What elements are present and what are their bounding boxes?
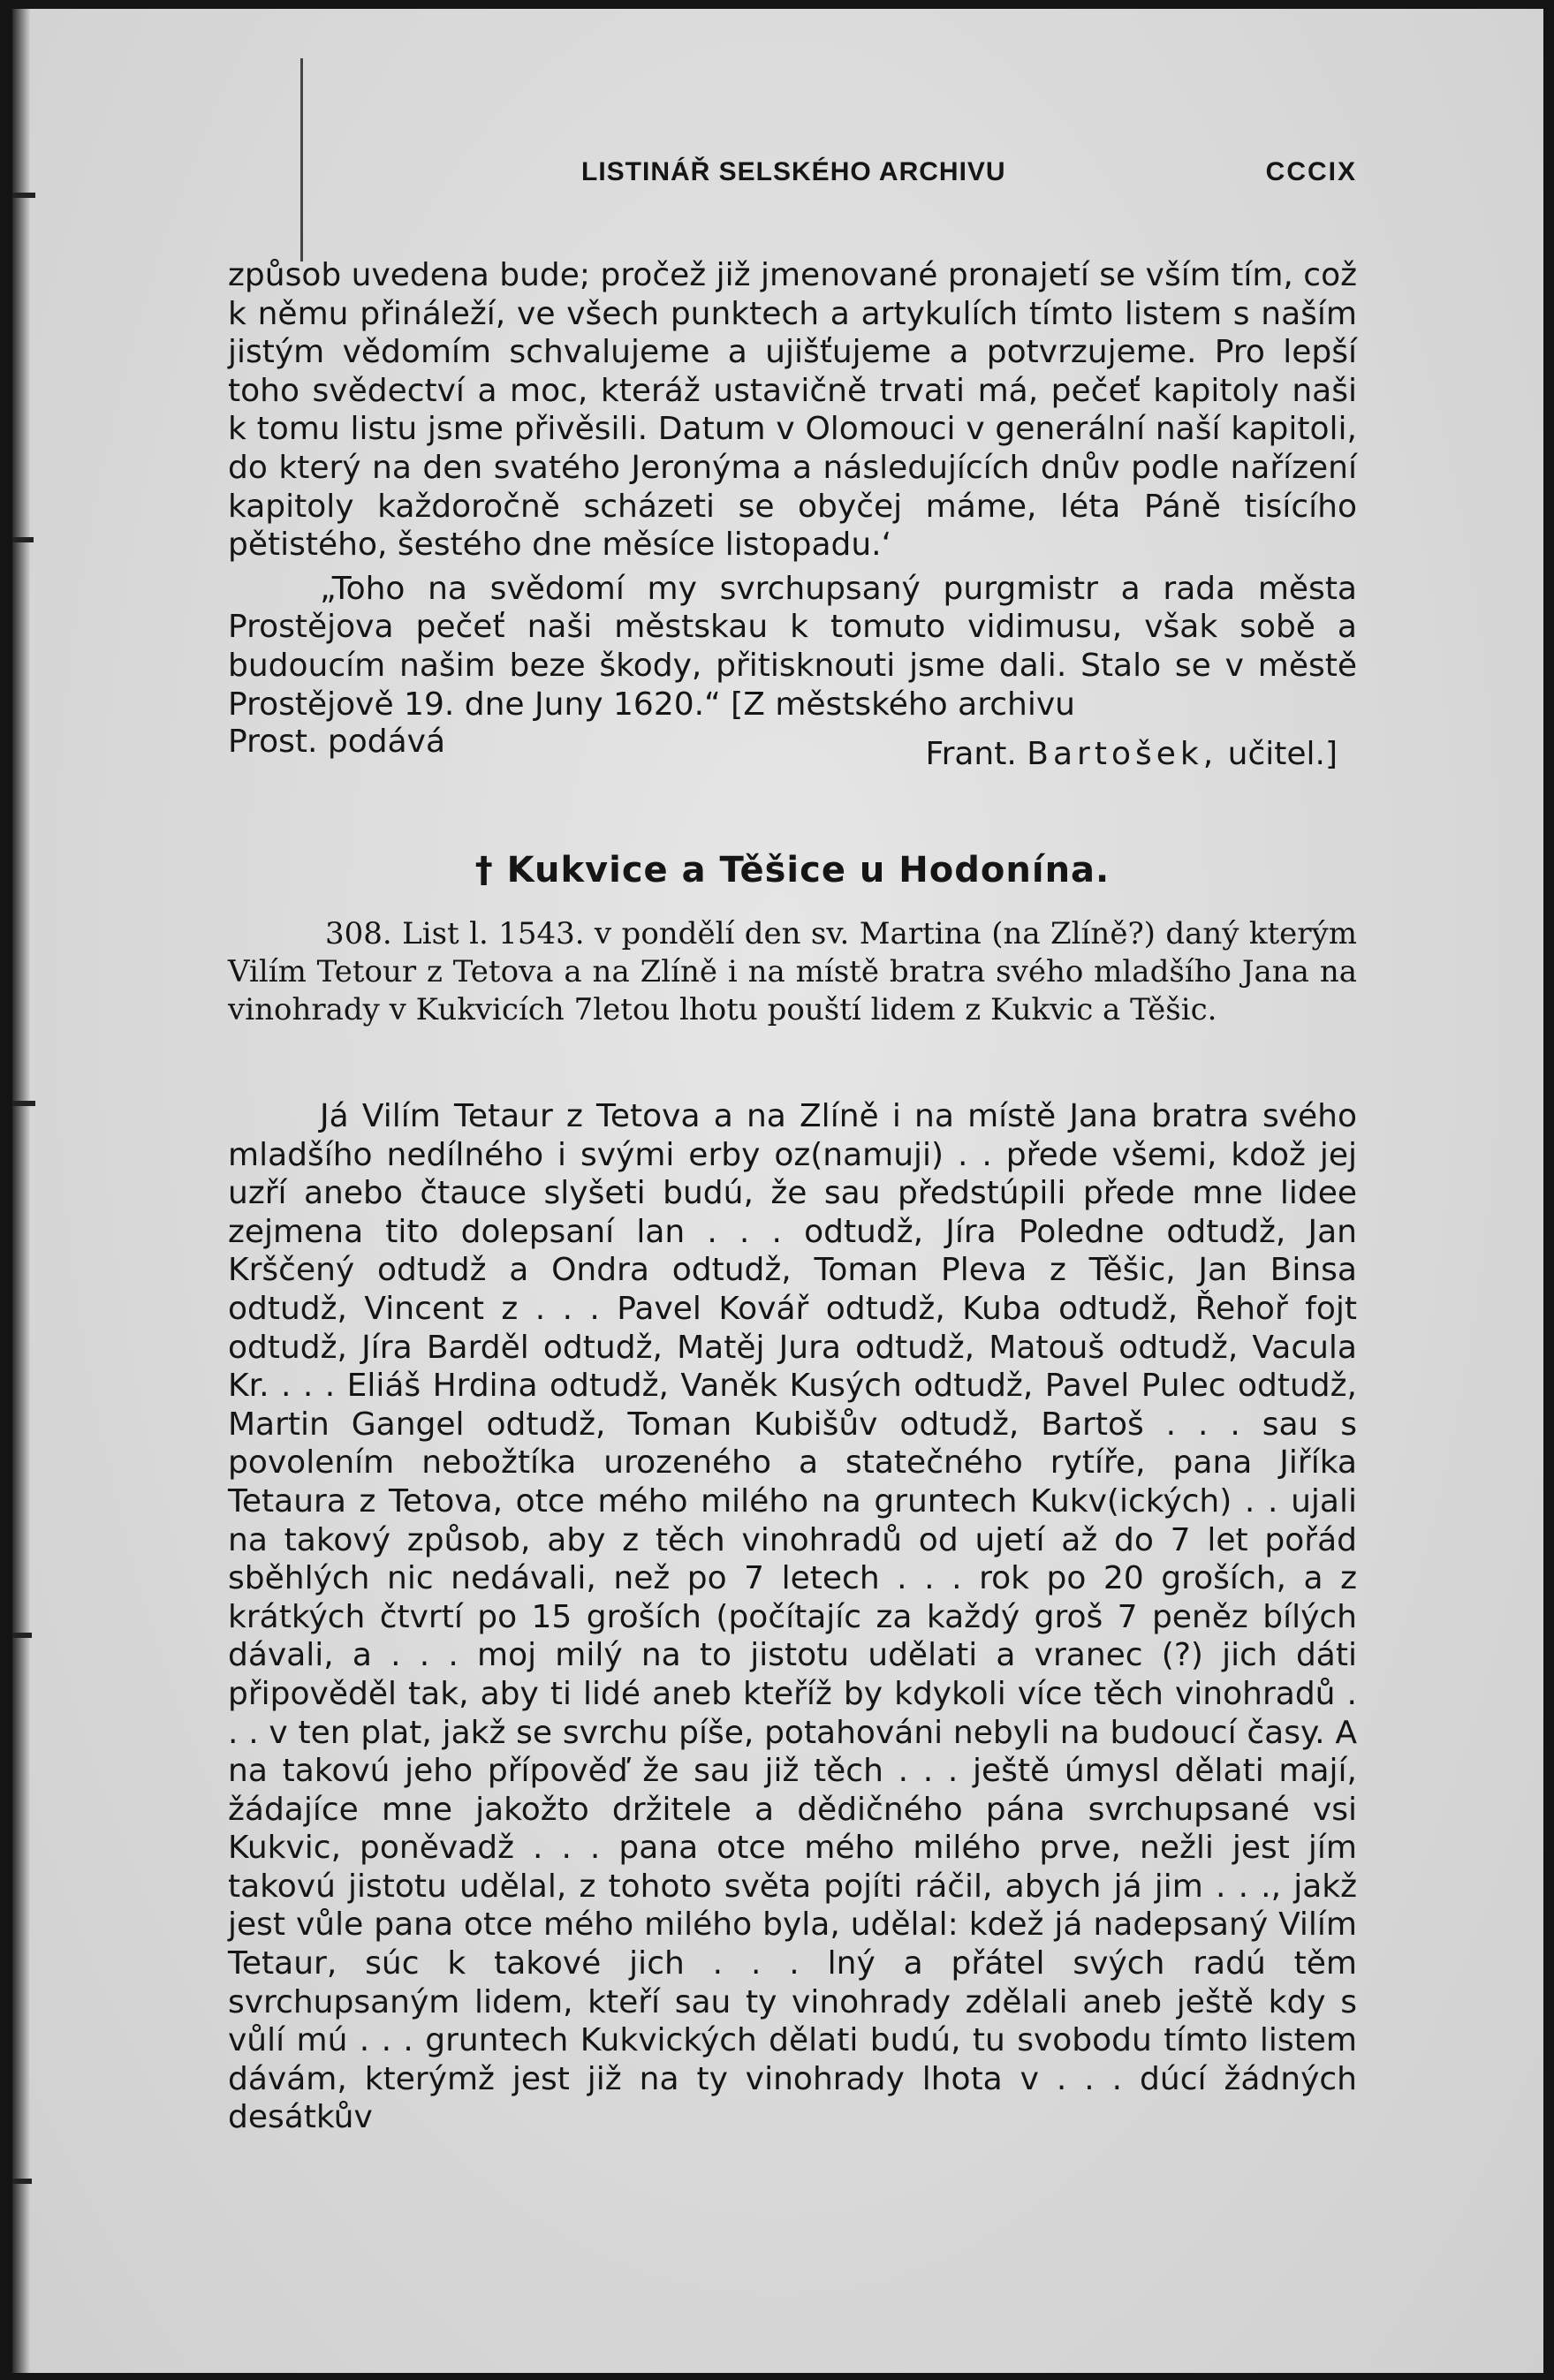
binding-mark <box>12 193 35 198</box>
page-spine-shadow <box>12 9 30 2373</box>
header-title: LISTINÁŘ SELSKÉHO ARCHIVU <box>581 157 1006 186</box>
signature-left: Prost. podává <box>228 724 446 761</box>
section-title: † Kukvice a Těšice u Hodonína. <box>474 850 1111 891</box>
signature-row <box>228 724 1357 773</box>
page-number: CCCIX <box>1265 157 1357 186</box>
binding-mark <box>12 537 34 542</box>
fold-line <box>300 58 303 261</box>
binding-mark <box>12 2179 32 2184</box>
regest-block <box>228 915 1357 1029</box>
binding-mark <box>12 1633 32 1638</box>
upper-text <box>228 256 1357 773</box>
paragraph-1: způsob uvedena bude; pročež již jmenované pronajetí se vším tím, což k němu přináleží, ve všech punktech a artykulích tímto listem s naším jistým vědomím schvalujeme a ujišťujeme a potvrzujeme. Pro lepší toho svědectví a moc, kteráž ustavičně trvati má, pečeť kapitoly naši k tomu listu jsme přivěsili. Datum v Olomouci v generální naší kapitoli, do který na den svatého Jeronýma a následujících dnův podle nařízení kapitoly každoročně scházeti se obyčej máme, léta Páně tisícího pětistého, šestého dne měsíce listopadu.‘ <box>228 257 1357 564</box>
regest-text: 308. List l. 1543. v pondělí den sv. Martina (na Zlíně?) daný kterým Vilím Tetour z Tetova a na Zlíně i na místě bratra svého mladšího Jana na vinohrady v Kukvicích 7letou lhotu pouští lidem z Kukvic a Těšic. <box>228 916 1357 1027</box>
signature-prefix: Frant. <box>925 736 1017 773</box>
main-paragraph: Já Vilím Tetaur z Tetova a na Zlíně i na místě Jana bratra svého mladšího nedílného i svými erby oz(namuji) . . přede všemi, kdož jej uzří anebo čtauce slyšeti budú, že sau předstúpili přede mne lidee zejmena tito dolepsaní lan . . . odtudž, Jíra Poledne odtudž, Jan Krščený odtudž a Ondra odtudž, Toman Pleva z Těšic, Jan Binsa odtudž, Vincent z . . . Pavel Kovář odtudž, Kuba odtudž, Řehoř fojt odtudž, Jíra Barděl odtudž, Matěj Jura odtudž, Matouš odtudž, Vacula Kr. . . . Eliáš Hrdina odtudž, Vaněk Kusých odtudž, Pavel Pulec odtudž, Martin Gangel odtudž, Toman Kubišův odtudž, Bartoš . . . sau s povolením nebožtíka urozeného a statečného rytíře, pana Jiříka Tetaura z Tetova, otce mého milého na gruntech Kukv(ických) . . ujali na takový způsob, aby z těch vinohradů od ujetí až do 7 let pořád sběhlých nic nedávali, než po 7 letech . . . rok po 20 groších, a z krátkých čtvrtí po 15 groších (počítajíc za každý groš 7 peněz bílých dávali, a . . . moj milý na to jistotu udělati a vranec (?) jich dáti připověděl tak, aby ti lidé aneb kteříž by kdykoli více těch vinohradů . . . v ten plat, jakž se svrchu píše, potahováni nebyli na budoucí časy. A na takovú jeho přípověď že sau již těch . . . ještě úmysl dělati mají, žádajíce mne jakožto držitele a dědičného pána svrchupsané vsi Kukvic, poněvadž . . . pana otce mého milého prve, nežli jest jím takovú jistotu udělal, z tohoto světa pojíti ráčil, abych já jim . . ., jakž jest vůle pana otce mého milého byla, udělal: kdež já nadepsaný Vilím Tetaur, súc k takové jich . . . lný a přátel svých radú těm svrchupsaným lidem, kteří sau ty vinohrady zdělali aneb ještě kdy s vůlí mú . . . gruntech Kukvických dělati budú, tu svobodu tímto listem dávám, kterýmž jest již na ty vinohrady lhota v . . . dúcí žádných desátkův <box>228 1098 1357 2136</box>
paragraph-2: „Toho na svědomí my svrchupsaný purgmistr a rada města Prostějova pečeť naši městskau k tomuto vidimusu, však sobě a budoucím našim beze škody, přitisknouti jsme dali. Stalo se v městě Prostějově 19. dne Juny 1620.“ [Z městského archivu <box>228 570 1357 723</box>
signature-name: Bartošek, <box>1027 736 1218 773</box>
main-text <box>228 1097 1357 2137</box>
signature-suffix: učitel.] <box>1227 736 1338 773</box>
signature-right <box>925 736 1338 772</box>
binding-mark <box>12 1101 35 1106</box>
book-page <box>12 9 1543 2373</box>
